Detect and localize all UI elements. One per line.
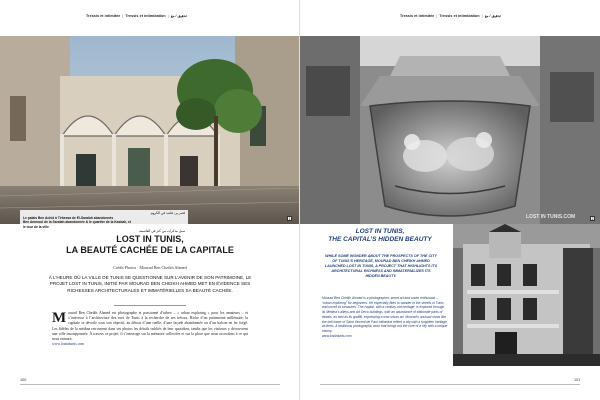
lead-paragraph: À L’HEURE OÙ LA VILLE DE TUNIS SE QUESTIONNE SUR L’AVENIR DE SON PATRIMOINE, LE PROJET LOST IN TUNIS, INITIÉ PAR MOURAD BEN CHEIKH AHMED MET EN ÉVIDENCE SES RICHESSES ARCHITECTURALES ET IMMATÉRIELLES SA BEAUTÉ CACHÉE. (48, 275, 252, 293)
footer-rule (320, 384, 580, 385)
photo-number-marker: 1 (288, 217, 291, 221)
page-number: 100 (20, 378, 27, 382)
running-header: Tressis et intimitée | Tressis et intimidation | تحقيق / مع (86, 14, 187, 18)
body-text (322, 296, 448, 338)
header-section-en: Tressis et intimidation (439, 14, 480, 18)
title-line: THE CAPITAL’S HIDDEN BEAUTY (328, 236, 432, 243)
watermark: LOST IN TUNIS.COM (526, 214, 576, 220)
title-line: LA BEAUTÉ CACHÉE DE LA CAPITALE (66, 244, 234, 255)
header-section-ar: تحقيق / مع (484, 14, 501, 18)
article-title (310, 228, 450, 244)
caption-line: le tour de la ville (23, 224, 49, 229)
courtyard-photo (0, 36, 300, 224)
body-text (52, 311, 248, 347)
running-header: Tressis et intimitée | Tressis et intimidation | تحقيق / مع (400, 14, 501, 18)
drop-cap: M (52, 309, 67, 326)
footer-rule (20, 384, 280, 385)
facade-relief-photo (300, 36, 600, 224)
photo-credit: Crédit Photos : Mourad Ben Cheikh Ahmed (113, 265, 187, 270)
header-section-ar: تحقيق / مع (170, 14, 187, 18)
villa-photo (453, 224, 600, 366)
body-paragraph: ourad Ben Cheikh Ahmed est photographe et passionné d’urbex – « urban exploring » pour les amateurs – et s’intéresse à l’architecture des rues de Tunis à la recherche de ses trésors. Riche d’un patrimoine millénaire, la capitale se dévoile sous son objectif, au détour d’une ruelle, d’une façade abandonnée ou d’un balcon en fer forgé. Les fidèles de la médina retrouvent dans ses photos les détails oubliés de leur quotidien, tandis que les visiteurs y découvrent une ville insoupçonnée. À travers ce projet, il s’interroge sur la mémoire collective et sur la place que nous accordons à ce qui nous entoure. (52, 311, 248, 342)
title-line: LOST IN TUNIS, (355, 228, 405, 235)
body-paragraph: Mourad Ben Cheikh Ahmed is a photographer, street art and urbex enthusiast – “urban exploring” for beginners. He especially likes to wander in the streets of Tunis and unveil its treasures. The capital, with a century-old heritage, is explored through its Medina’s alleys and Art Deco buildings, with an abundance of elaborate parts of details, as well as its graffiti, expressing a new urban art. Mourad’s unusual shots like the bell tower of Saint Vincent de Paul cathedral reflect a city with a forgotten heritage, at times. A fastidious photographic work that brings out the core of a city with a unique history. (322, 296, 448, 333)
caption-line-ar: سبل مذكرات من كنز في العاصمة (139, 229, 185, 233)
divider (114, 305, 186, 306)
header-section-fr: Tressis et intimitée (400, 14, 435, 18)
caption-line: Le palais Ben Achid à Tébessa de El-Saraïah abandonnés (23, 215, 114, 220)
courtyard-illustration (0, 36, 300, 224)
page-number: 101 (574, 378, 581, 382)
photo-caption (20, 210, 188, 233)
lead-paragraph: WHILE SOME WONDER ABOUT THE PROSPECTS OF THE CITY OF TUNIS’S HERITAGE, MOURAD BEN CHEIKH AHMED LAUNCHED LOST IN TUNIS, A PROJECT THAT HIGHLIGHTS ITS ARCHITECTURAL RICHNESS AND IMMATERIALIZES ITS HIDDEN BEAUTY. (324, 254, 438, 278)
website-link[interactable]: www.lostintunis.com (322, 333, 352, 338)
villa-illustration (453, 224, 600, 366)
caption-line-ar: قصر بن عاشد في الكروم (150, 211, 185, 215)
right-page (300, 0, 600, 400)
title-line: LOST IN TUNIS, (116, 234, 184, 244)
caption-line: Ben Ammoul de la Saraïah abandonnée & le quartier de la Kasbah, et (23, 220, 131, 224)
photo-number-marker: 2 (591, 217, 594, 221)
website-link[interactable]: www.lostintunis.com (52, 342, 85, 347)
header-section-en: Tressis et intimidation (125, 14, 166, 18)
facade-relief-illustration (300, 36, 600, 224)
header-section-fr: Tressis et intimitée (86, 14, 121, 18)
article-title (30, 234, 270, 255)
